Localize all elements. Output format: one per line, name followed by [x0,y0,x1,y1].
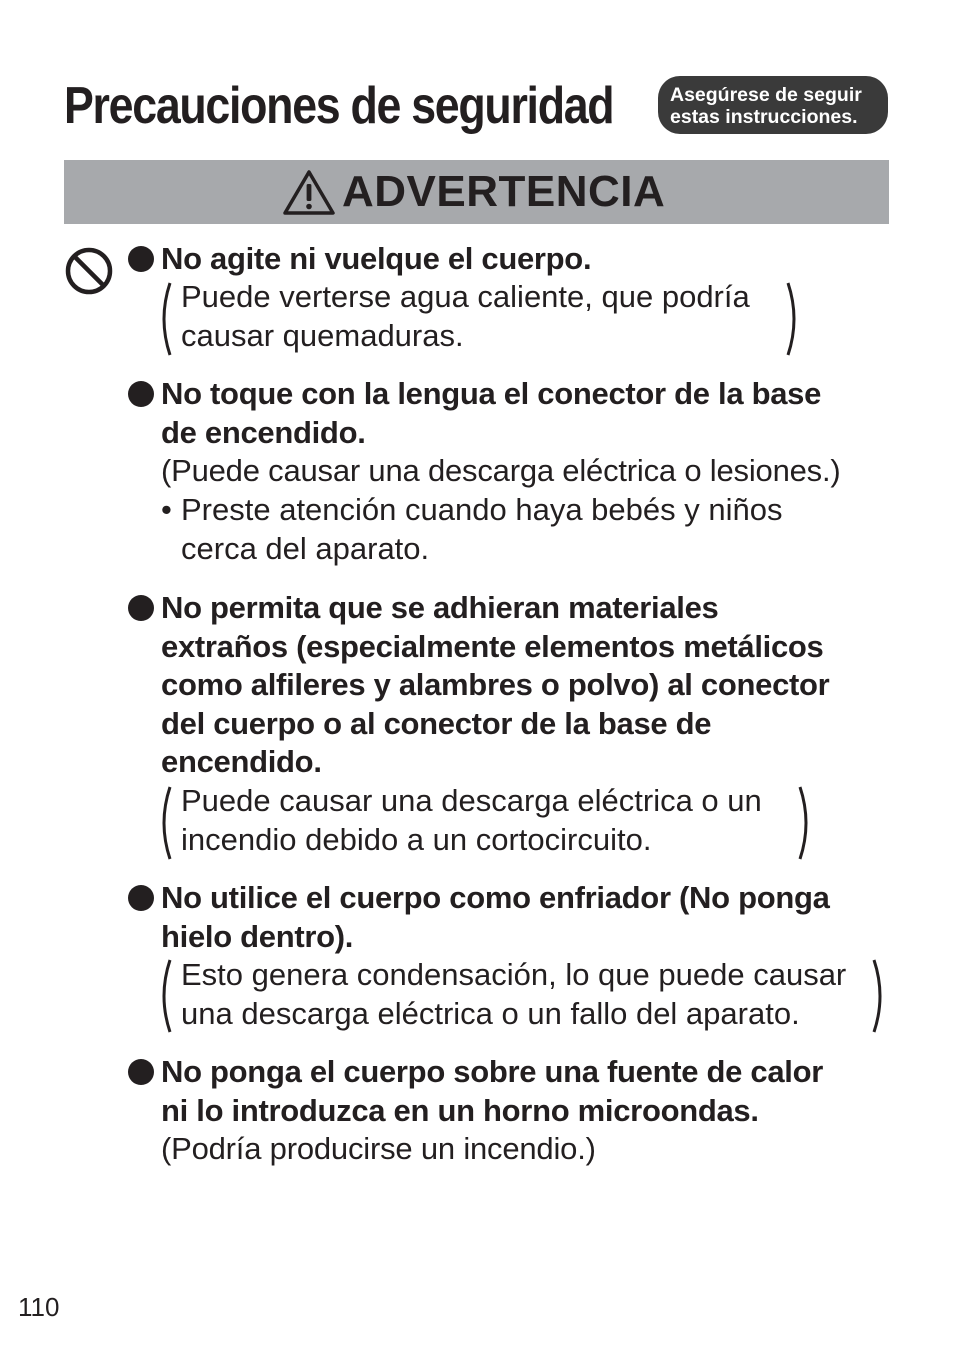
heading-line: encendido. [161,744,322,779]
page-number: 110 [18,1292,60,1322]
warning-banner [64,160,889,224]
right-parenthesis-icon [796,784,816,862]
note-line: (Puede causar una descarga eléctrica o lesiones.) [161,453,841,488]
item-heading [161,1053,823,1130]
heading-line: extraños (especialmente elementos metálicos [161,628,824,664]
badge-line-2: estas instrucciones. [670,106,858,128]
item-heading [161,240,591,279]
item-note [161,452,840,491]
item-note [181,956,846,1033]
prohibited-icon [64,246,114,296]
item-note [181,278,750,355]
warning-label: ADVERTENCIA [342,167,666,216]
heading-line: No utilice el cuerpo como enfriador (No ponga [161,880,830,915]
warning-banner-content [282,164,665,220]
heading-line: No permita que se adhieran materiales [161,590,719,625]
heading-line: hielo dentro). [161,918,354,954]
item-heading [161,375,821,452]
bullet-icon [128,381,154,407]
note-line: incendio debido a un cortocircuito. [181,821,652,857]
note-line: Puede verterse agua caliente, que podría [181,279,750,314]
note-line: Puede causar una descarga eléctrica o un [181,783,762,818]
left-parenthesis-icon [154,784,174,862]
title-row [64,74,894,138]
note-line: causar quemaduras. [181,317,464,353]
heading-line: No ponga el cuerpo sobre una fuente de calor [161,1054,824,1089]
item-note [161,1130,596,1169]
sub-note-line: cerca del aparato. [181,530,430,566]
bullet-icon [128,246,154,272]
note-line: (Podría producirse un incendio.) [161,1131,596,1166]
heading-line: ni lo introduzca en un horno microondas. [161,1092,759,1128]
item-heading [161,589,829,782]
left-parenthesis-icon [154,957,174,1035]
heading-line: No toque con la lengua el conector de la base [161,376,822,411]
bullet-icon [128,595,154,621]
bullet-icon [128,885,154,911]
badge-line-1: Asegúrese de seguir [670,84,862,106]
heading-line: del cuerpo o al conector de la base de [161,705,712,741]
warning-triangle-icon [282,168,336,216]
right-parenthesis-icon [784,280,804,358]
right-parenthesis-icon [870,957,890,1035]
left-parenthesis-icon [154,280,174,358]
item-note [181,782,762,859]
page-title: Precauciones de seguridad [64,77,614,135]
instruction-badge [658,76,888,134]
heading-line: de encendido. [161,414,366,450]
note-line: una descarga eléctrica o un fallo del aparato. [181,995,800,1031]
note-line: Esto genera condensación, lo que puede causar [181,957,847,992]
item-heading [161,879,830,956]
bullet-icon [128,1059,154,1085]
sub-note-line: Preste atención cuando haya bebés y niños [181,492,783,527]
sub-bullet: • [161,492,172,527]
heading-line: No agite ni vuelque el cuerpo. [161,241,592,276]
heading-line: como alfileres y alambres o polvo) al conector [161,667,830,702]
